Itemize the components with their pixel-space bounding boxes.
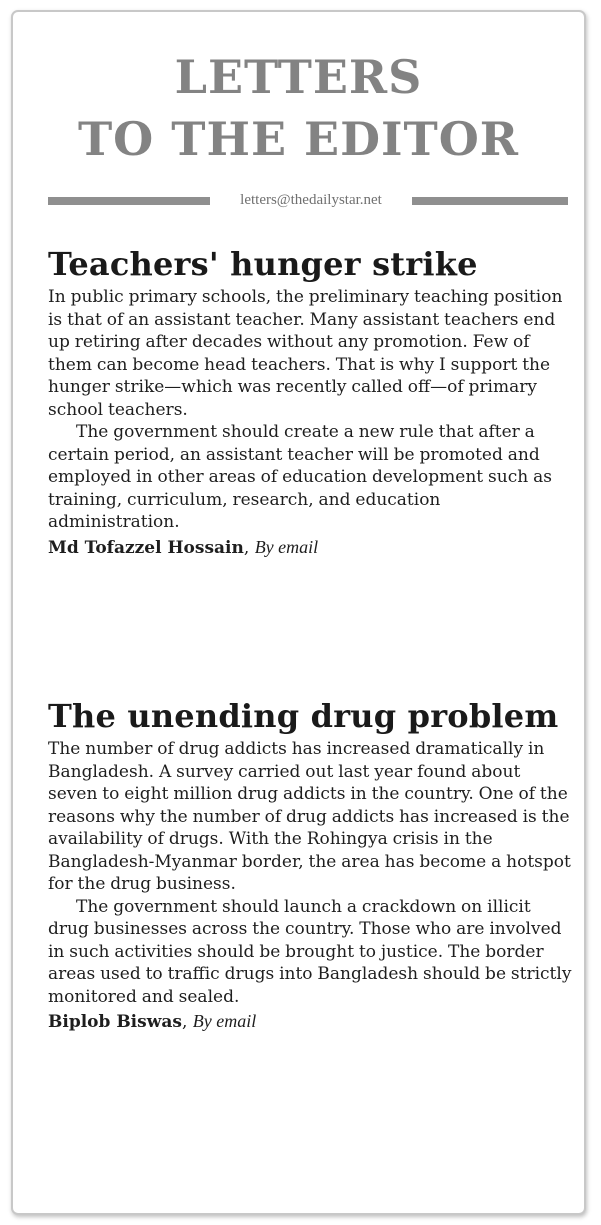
letter bbox=[48, 242, 573, 561]
divider-right bbox=[412, 197, 568, 205]
author-name: Md Tofazzel Hossain bbox=[48, 537, 244, 558]
section-title-line-2: TO THE EDITOR bbox=[77, 112, 520, 166]
author-source: By email bbox=[254, 536, 319, 557]
letter bbox=[48, 694, 573, 1035]
letter-paragraph: The government should create a new rule that after a certain period, an assistant teacher will be promoted and employed in other areas of education development such as training, curriculum, research, and education administration. bbox=[48, 422, 552, 532]
letter-byline: Md Tofazzel Hossain, By email bbox=[48, 536, 319, 558]
letter-headline: The unending drug problem bbox=[48, 697, 559, 735]
letters-panel bbox=[11, 10, 586, 1215]
divider-left bbox=[48, 197, 210, 205]
section-title-line-1: LETTERS bbox=[174, 50, 423, 104]
author-source: By email bbox=[192, 1011, 257, 1031]
letter-paragraph: In public primary schools, the preliminary teaching position is that of an assistant teacher. Many assistant teachers end up retiring after decades without any promotion. Few of them can become head teachers. That is why I support the hunger strike—which was recently called off—of primary school teachers. bbox=[48, 287, 563, 420]
letter-paragraph: The number of drug addicts has increased dramatically in Bangladesh. A survey carried out last year found about seven to eight million drug addicts in the country. One of the reasons why the number of drug addicts has increased is the availability of drugs. With the Rohingya crisis in the Bangladesh-Myanmar border, the area has become a hotspot for the drug business. bbox=[48, 739, 571, 894]
author-name: Biplob Biswas bbox=[48, 1012, 182, 1032]
letter-byline: Biplob Biswas, By email bbox=[48, 1011, 257, 1032]
letter-paragraph: The government should launch a crackdown on illicit drug businesses across the country. Those who are involved in such activities should be brought to justice. The border areas used to traffic drugs into Bangladesh should be strictly monitored and sealed. bbox=[48, 896, 572, 1007]
editor-email[interactable]: letters@thedailystar.net bbox=[240, 192, 382, 208]
letter-headline: Teachers' hunger strike bbox=[48, 245, 478, 283]
